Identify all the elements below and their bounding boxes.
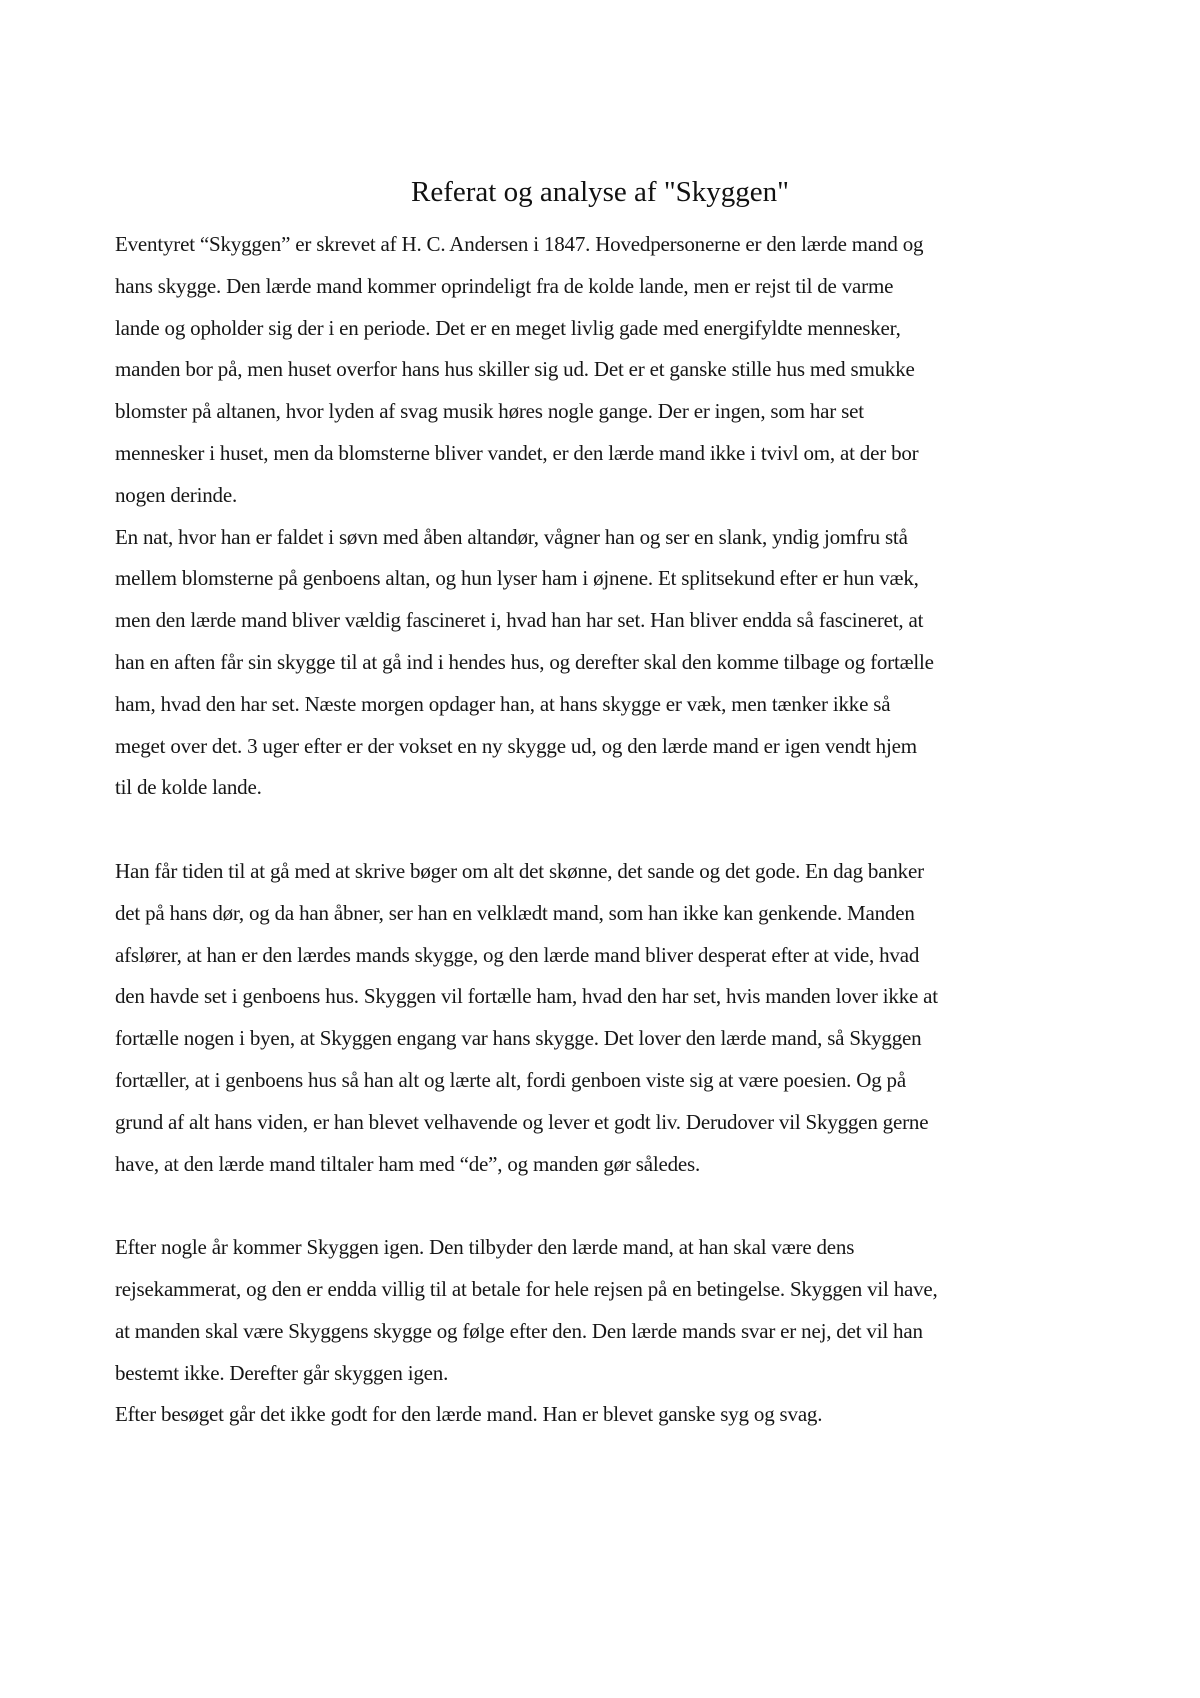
text-line: rejsekammerat, og den er endda villig til at betale for hele rejsen på en betingelse. Skyggen vil have, — [115, 1276, 938, 1301]
text-line: hans skygge. Den lærde mand kommer oprindeligt fra de kolde lande, men er rejst til de varme — [115, 273, 894, 298]
blank-line — [115, 1185, 1095, 1227]
text-line: blomster på altanen, hvor lyden af svag musik høres nogle gange. Der er ingen, som har set — [115, 399, 864, 424]
document-title: Referat og analyse af "Skyggen" — [411, 176, 789, 208]
text-line: Efter nogle år kommer Skyggen igen. Den tilbyder den lærde mand, at han skal være dens — [115, 1235, 855, 1260]
text-line: mellem blomsterne på genboens altan, og hun lyser ham i øjnene. Et splitsekund efter er hun væk, — [115, 566, 919, 591]
paragraph-5 — [115, 1394, 1095, 1436]
blank-line — [115, 809, 1095, 851]
text-line: den havde set i genboens hus. Skyggen vil fortælle ham, hvad den har set, hvis manden lover ikke at — [115, 984, 938, 1009]
text-line: lande og opholder sig der i en periode. Det er en meget livlig gade med energifyldte mennesker, — [115, 315, 901, 340]
paragraph-2 — [115, 517, 1095, 810]
text-line: han en aften får sin skygge til at gå ind i hendes hus, og derefter skal den komme tilbage og fortælle — [115, 649, 934, 674]
text-line: afslører, at han er den lærdes mands skygge, og den lærde mand bliver desperat efter at vide, hvad — [115, 942, 920, 967]
text-line: Efter besøget går det ikke godt for den lærde mand. Han er blevet ganske syg og svag. — [115, 1402, 823, 1427]
paragraph-4 — [115, 1227, 1095, 1394]
text-line: mennesker i huset, men da blomsterne bliver vandet, er den lærde mand ikke i tvivl om, at der bor — [115, 440, 919, 465]
text-line: Eventyret “Skyggen” er skrevet af H. C. Andersen i 1847. Hovedpersonerne er den lærde mand og — [115, 232, 924, 256]
text-line: det på hans dør, og da han åbner, ser han en velklædt mand, som han ikke kan genkende. Manden — [115, 900, 915, 925]
text-line: bestemt ikke. Derefter går skyggen igen. — [115, 1360, 449, 1385]
text-line: grund af alt hans viden, er han blevet velhavende og lever et godt liv. Derudover vil Skyggen gerne — [115, 1109, 929, 1134]
text-line: til de kolde lande. — [115, 775, 262, 800]
paragraph-3 — [115, 851, 1095, 1185]
text-line: fortæller, at i genboens hus så han alt og lærte alt, fordi genboen viste sig at være poesien. Og på — [115, 1067, 906, 1092]
text-line: manden bor på, men huset overfor hans hus skiller sig ud. Det er et ganske stille hus med smukke — [115, 357, 915, 382]
text-line: nogen derinde. — [115, 482, 237, 507]
text-line: at manden skal være Skyggens skygge og følge efter den. Den lærde mands svar er nej, det vil han — [115, 1318, 923, 1343]
text-line: meget over det. 3 uger efter er der vokset en ny skygge ud, og den lærde mand er igen vendt hjem — [115, 733, 917, 758]
document-body — [115, 224, 1095, 1436]
text-line: En nat, hvor han er faldet i søvn med åben altandør, vågner han og ser en slank, yndig jomfru stå — [115, 524, 908, 549]
text-line: have, at den lærde mand tiltaler ham med “de”, og manden gør således. — [115, 1151, 701, 1176]
text-line: Han får tiden til at gå med at skrive bøger om alt det skønne, det sande og det gode. En dag banker — [115, 858, 924, 883]
paragraph-1 — [115, 224, 1095, 517]
text-line: fortælle nogen i byen, at Skyggen engang var hans skygge. Det lover den lærde mand, så Skyggen — [115, 1026, 922, 1051]
text-line: men den lærde mand bliver vældig fascineret i, hvad han har set. Han bliver endda så fascineret, at — [115, 608, 924, 633]
text-line: ham, hvad den har set. Næste morgen opdager han, at hans skygge er væk, men tænker ikke så — [115, 691, 891, 716]
